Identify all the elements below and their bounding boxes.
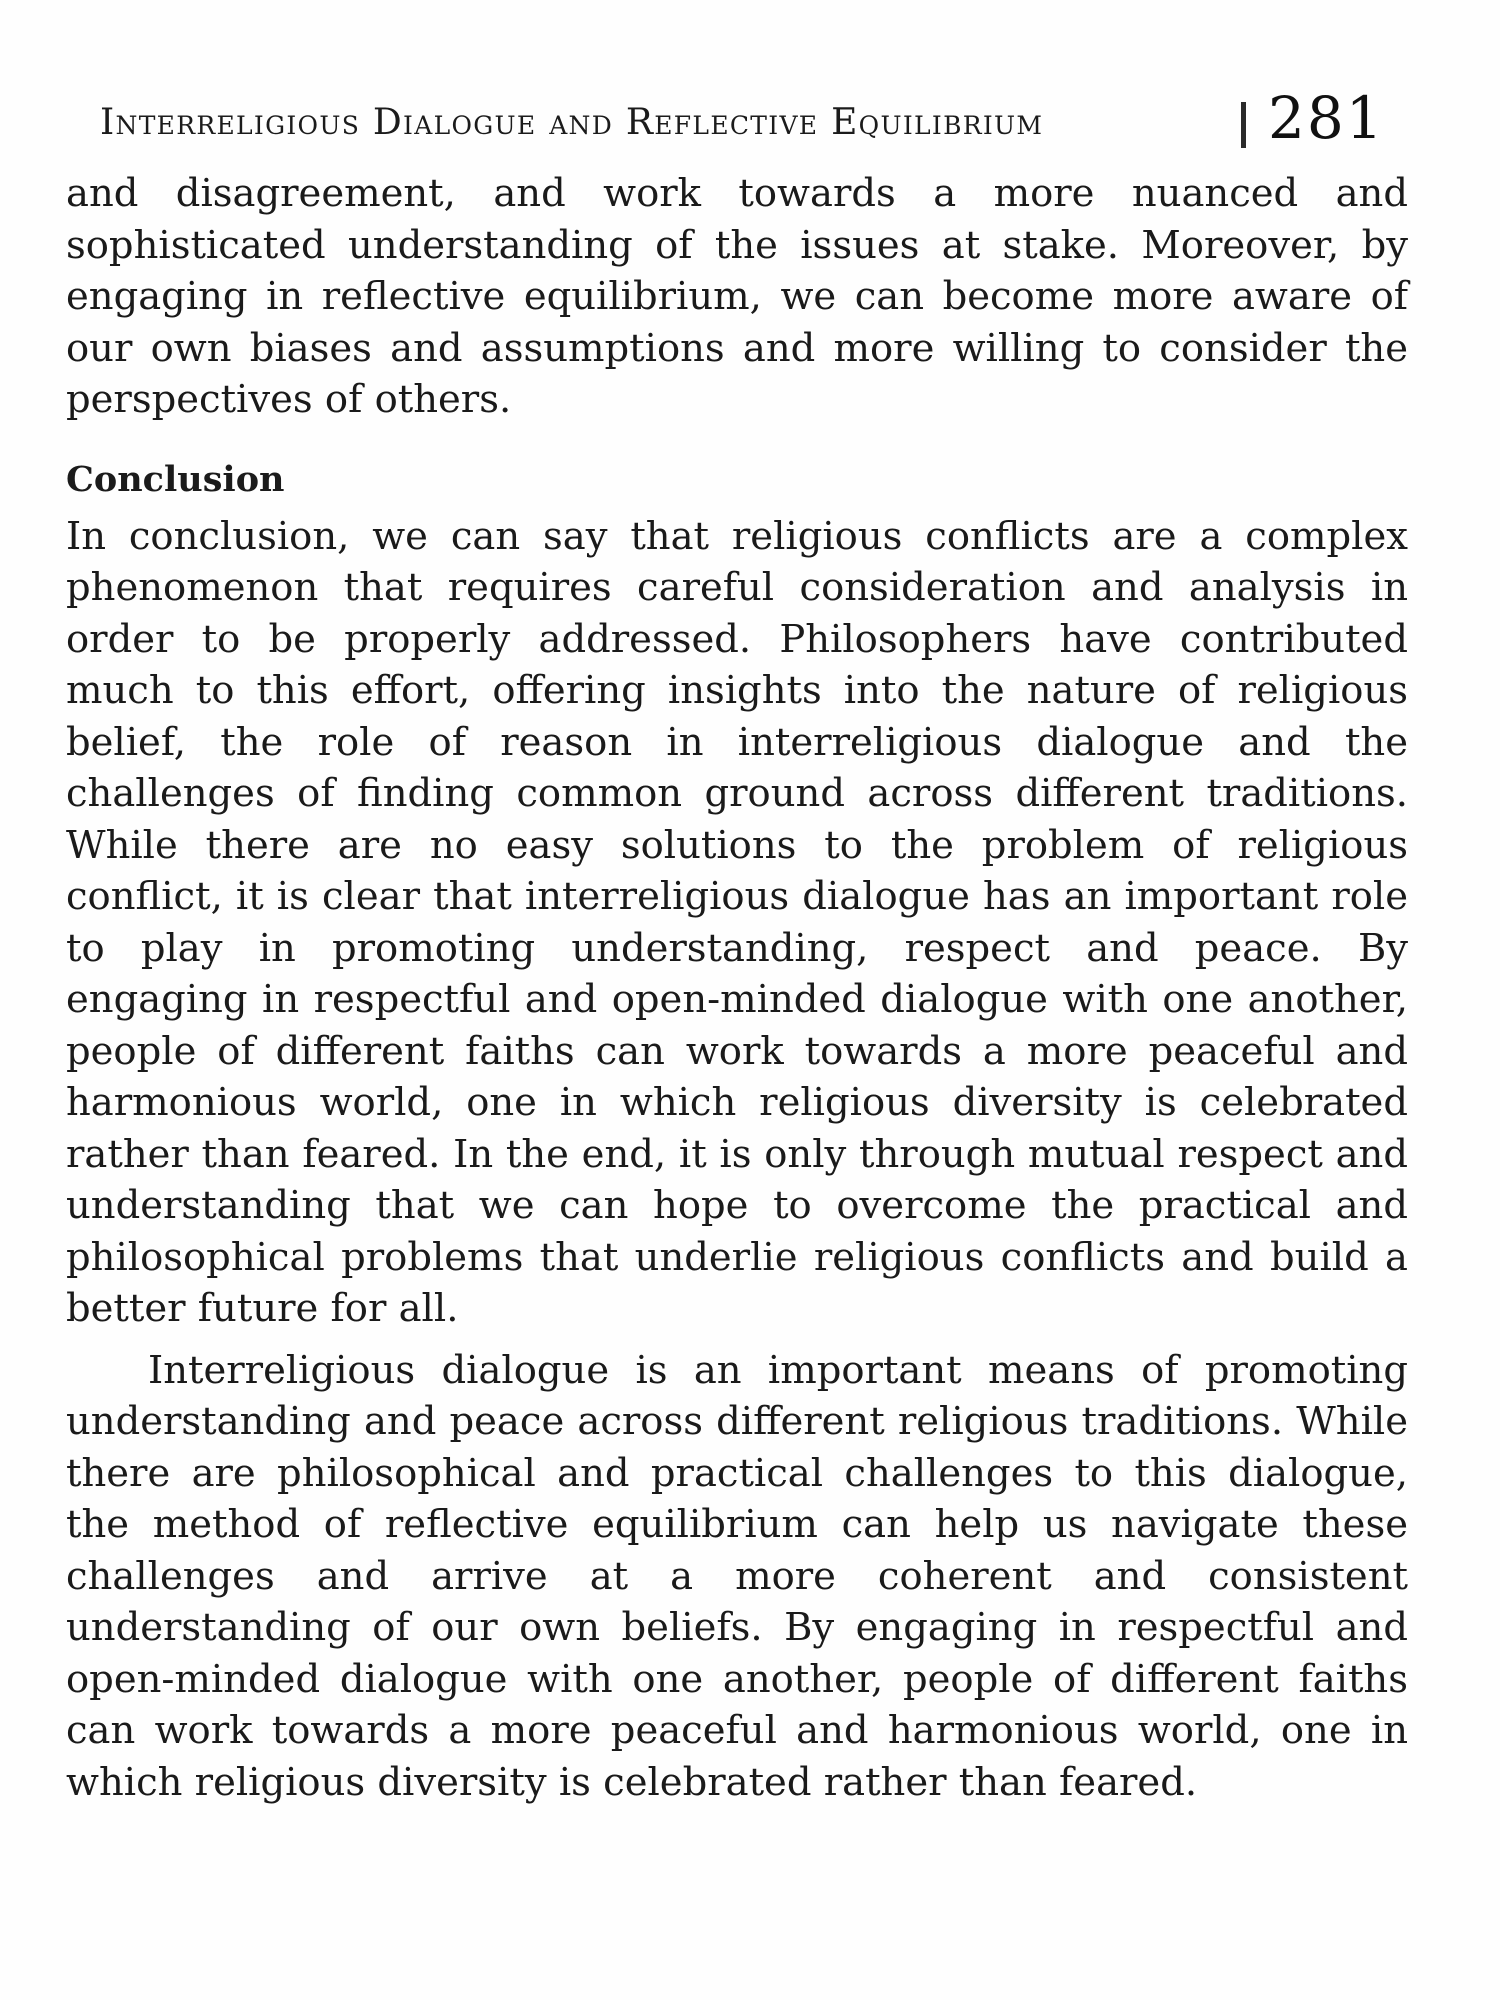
- conclusion-paragraph-2: Interreligious dialogue is an important means of promoting understanding and peace across different religious traditions. While there are philosophical and practical challenges to this dialogue, the method of reflective equilibrium can help us navigate these challenges and arrive at a more coherent and consistent understanding of our own beliefs. By engaging in respectful and open-minded dialogue with one another, people of different faiths can work towards a more peaceful and harmonious world, one in which religious diversity is celebrated rather than feared.: [66, 1347, 1408, 1805]
- body-text: [66, 168, 1408, 1808]
- running-title: Interreligious Dialogue and Reflective Equilibrium: [100, 102, 1044, 143]
- conclusion-paragraph-1: In conclusion, we can say that religious conflicts are a complex phenomenon that requires careful consideration and analysis in order to be properly addressed. Philosophers have contributed much to this effort, offering insights into the nature of religious belief, the role of reason in interreligious dialogue and the challenges of finding common ground across different traditions. While there are no easy solutions to the problem of religious conflict, it is clear that interreligious dialogue has an important role to play in promoting understanding, respect and peace. By engaging in respectful and open-minded dialogue with one another, people of different faiths can work towards a more peaceful and harmonious world, one in which religious diversity is celebrated rather than feared. In the end, it is only through mutual respect and understanding that we can hope to overcome the practical and philosophical problems that underlie religious conflicts and build a better future for all.: [66, 513, 1408, 1331]
- header-divider: [1241, 102, 1246, 148]
- section-heading: Conclusion: [66, 458, 285, 500]
- running-header: [100, 84, 1408, 152]
- page-number: 281: [1268, 84, 1385, 152]
- continued-paragraph: and disagreement, and work towards a more nuanced and sophisticated understanding of the issues at stake. Moreover, by engaging in reflective equilibrium, we can become more aware of our own biases and assumptions and more willing to consider the perspectives of others.: [66, 171, 1408, 422]
